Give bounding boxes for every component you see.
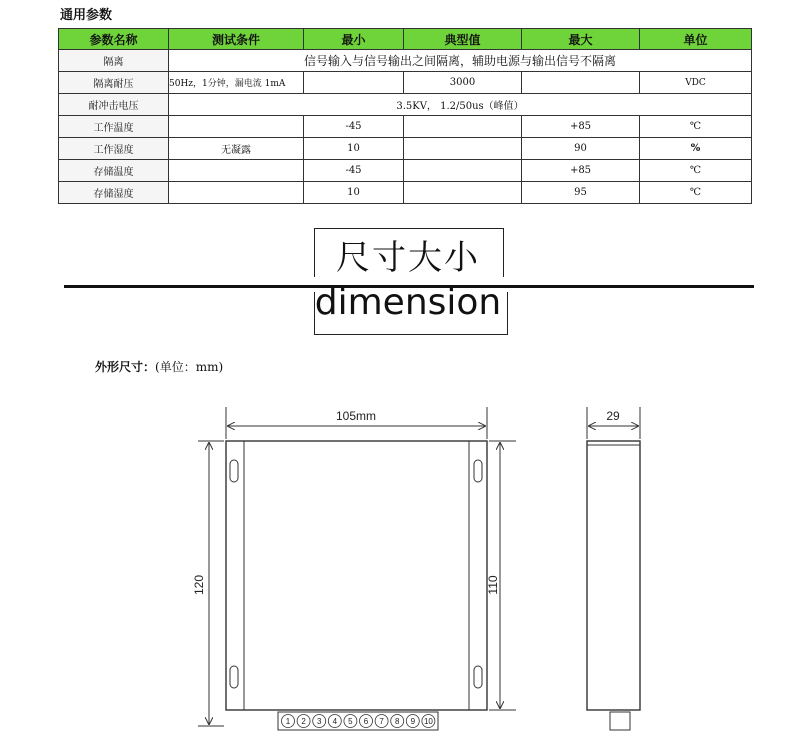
row-typical (404, 116, 522, 138)
inner-height-label: 110 (486, 575, 500, 595)
dimension-label (95, 358, 223, 375)
side-view-terminal (610, 712, 630, 730)
parameters-table (58, 28, 752, 204)
banner-title-en: dimension (314, 282, 502, 323)
terminal-number: 7 (379, 717, 384, 726)
mount-slot-bottom-left (230, 666, 238, 688)
row-min: -45 (304, 160, 404, 182)
header-typical: 典型值 (404, 29, 522, 50)
row-max: +85 (522, 160, 640, 182)
dimension-label-unit: (单位：mm) (155, 360, 224, 374)
table-header-row (59, 29, 752, 50)
terminal-number: 6 (363, 717, 369, 726)
header-test-condition: 测试条件 (169, 29, 304, 50)
row-condition (169, 182, 304, 204)
row-name: 工作湿度 (59, 138, 169, 160)
row-max: +85 (522, 116, 640, 138)
row-name: 存储湿度 (59, 182, 169, 204)
row-name: 隔离耐压 (59, 72, 169, 94)
front-view-outline (226, 441, 487, 710)
row-condition: 无凝露 (169, 138, 304, 160)
mount-slot-bottom-right (474, 666, 482, 688)
dimension-label-bold: 外形尺寸： (95, 360, 156, 374)
depth-label: 29 (606, 409, 620, 423)
row-min: 10 (304, 182, 404, 204)
row-condition: 50Hz，1分钟，漏电流 1mA (169, 72, 304, 94)
table-row (59, 116, 752, 138)
row-unit: VDC (640, 72, 752, 94)
row-name: 耐冲击电压 (59, 94, 169, 116)
dimension-drawing (0, 395, 800, 756)
banner-title-cn: 尺寸大小 (336, 238, 480, 278)
terminal-number: 1 (285, 717, 291, 726)
row-unit: ℃ (640, 116, 752, 138)
row-max: 90 (522, 138, 640, 160)
row-typical (404, 138, 522, 160)
table-row (59, 72, 752, 94)
row-typical (404, 160, 522, 182)
header-param-name: 参数名称 (59, 29, 169, 50)
section-title: 通用参数 (60, 8, 113, 23)
row-name: 工作温度 (59, 116, 169, 138)
row-min: 10 (304, 138, 404, 160)
table-row (59, 182, 752, 204)
row-unit: ℃ (640, 160, 752, 182)
row-min: -45 (304, 116, 404, 138)
terminal-number: 5 (348, 717, 353, 726)
table-row (59, 94, 752, 116)
table-row (59, 50, 752, 72)
row-typical: 3000 (404, 72, 522, 94)
side-view-outline (587, 441, 640, 710)
terminal-number: 9 (410, 717, 416, 726)
row-name: 存储温度 (59, 160, 169, 182)
terminal-number: 2 (301, 717, 306, 726)
terminal-number: 10 (423, 717, 433, 726)
mount-slot-top-right (474, 460, 482, 482)
header-min: 最小 (304, 29, 404, 50)
width-label: 105mm (335, 409, 377, 423)
outer-height-label: 120 (192, 574, 206, 596)
header-max: 最大 (522, 29, 640, 50)
row-unit: ℃ (640, 182, 752, 204)
terminal-number: 3 (316, 717, 322, 726)
row-unit: % (640, 138, 752, 160)
row-condition (169, 160, 304, 182)
row-max (522, 72, 640, 94)
row-span-text: 信号输入与信号输出之间隔离，辅助电源与输出信号不隔离 (169, 50, 752, 72)
row-min (304, 72, 404, 94)
header-unit: 单位 (640, 29, 752, 50)
mount-slot-top-left (230, 460, 238, 482)
terminal-number: 4 (332, 717, 338, 726)
table-row (59, 160, 752, 182)
table-row (59, 138, 752, 160)
row-span-text: 3.5KV， 1.2/50us（峰值） (169, 94, 752, 116)
row-name: 隔离 (59, 50, 169, 72)
row-max: 95 (522, 182, 640, 204)
row-condition (169, 116, 304, 138)
terminal-number: 8 (394, 717, 400, 726)
row-typical (404, 182, 522, 204)
